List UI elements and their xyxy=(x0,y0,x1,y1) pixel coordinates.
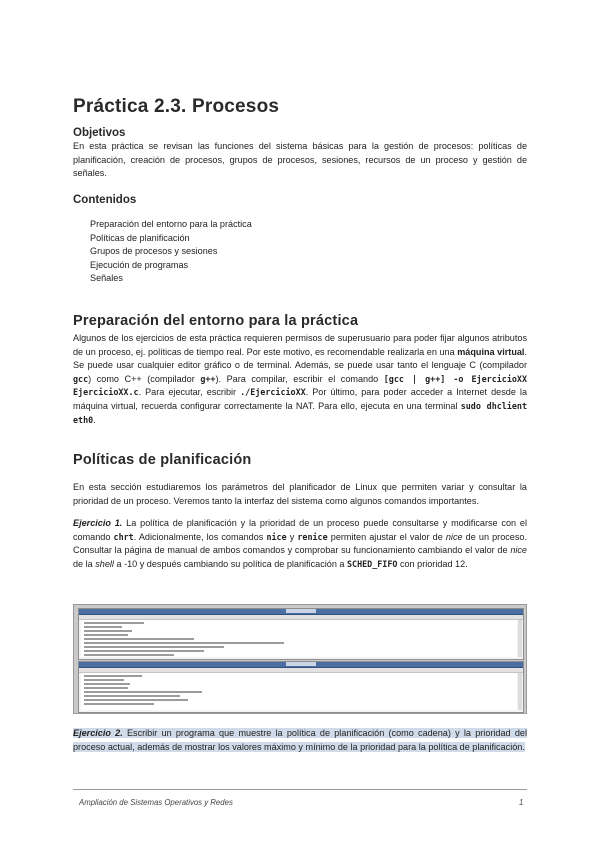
terminal-text-area xyxy=(81,620,517,657)
list-item: Preparación del entorno para la práctica xyxy=(90,219,252,229)
preparacion-heading: Preparación del entorno para la práctica xyxy=(73,313,359,329)
objetivos-section xyxy=(73,127,527,181)
objetivos-text: En esta práctica se revisan las funciones del sistema básicas para la gestión de procesos: políticas de planificación, creación de procesos, grupos de procesos, sesiones, recursos de un proceso y gestión de señales. xyxy=(73,141,527,179)
scrollbar[interactable] xyxy=(518,620,522,657)
terminal-window-bottom xyxy=(78,661,524,713)
page-title: Práctica 2.3. Procesos xyxy=(73,96,280,117)
terminal-text-area xyxy=(81,673,517,710)
contenidos-section xyxy=(73,194,527,286)
contenidos-list xyxy=(73,218,527,286)
preparacion-text: Algunos de los ejercicios de esta práctica requieren permisos de superusuario para poder fijar algunos atributos de un proceso, ej. políticas de tiempo real. Por este motivo, es recomendable realizarla en una máquina virtual. Se puede usar cualquier editor gráfico o de terminal. Además, se puede usar tanto el lenguaje C (compilador gcc) como C++ (compilador g++). Para compilar, escribir el comando [gcc | g++] -o EjercicioXX EjercicioXX.c. Para ejecutar, escribir ./EjercicioXX. Por último, para poder acceder a Internet desde la máquina virtual, recuerda configurar correctamente la NAT. Para ello, ejecuta en una terminal sudo dhclient eth0. xyxy=(73,333,528,425)
preparacion-section xyxy=(73,313,527,427)
window-titlebar xyxy=(79,662,523,668)
ejercicio-2: Ejercicio 2. Escribir un programa que muestre la política de planificación (como cadena) y la prioridad del proceso actual, además de mostrar los valores máximo y mínimo de la prioridad para la política de planificación. xyxy=(73,728,527,752)
footer-page-number: 1 xyxy=(519,798,524,807)
contenidos-heading: Contenidos xyxy=(73,194,137,206)
politicas-intro: En esta sección estudiaremos los parámetros del planificador de Linux que permiten variar y consultar la prioridad de un proceso. Veremos tanto la interfaz del sistema como algunos comandos importantes. xyxy=(73,482,527,506)
politicas-heading: Políticas de planificación xyxy=(73,452,252,468)
terminal-window-top xyxy=(78,608,524,660)
ejercicio-2-block xyxy=(73,727,527,754)
footer-course: Ampliación de Sistemas Operativos y Redes xyxy=(79,798,233,807)
window-titlebar xyxy=(79,609,523,615)
list-item: Políticas de planificación xyxy=(90,232,190,243)
list-item: Grupos de procesos y sesiones xyxy=(90,246,218,257)
footer-divider xyxy=(73,789,527,790)
politicas-section xyxy=(73,452,527,572)
terminal-screenshot-image xyxy=(73,604,527,714)
list-item: Ejecución de programas xyxy=(90,259,189,270)
list-item: Señales xyxy=(90,273,123,284)
ejercicio-1: Ejercicio 1. La política de planificación y la prioridad de un proceso puede consultarse y modificarse con el comando chrt. Adicionalmente, los comandos nice y renice permiten ajustar el valor de nice de un proceso. Consultar la página de manual de ambos comandos y comprobar su funcionamiento cambiando el valor de nice de la shell a -10 y después cambiando su política de planificación a SCHED_FIFO con prioridad 12. xyxy=(73,518,527,569)
objetivos-heading: Objetivos xyxy=(73,127,126,139)
scrollbar[interactable] xyxy=(518,673,522,710)
